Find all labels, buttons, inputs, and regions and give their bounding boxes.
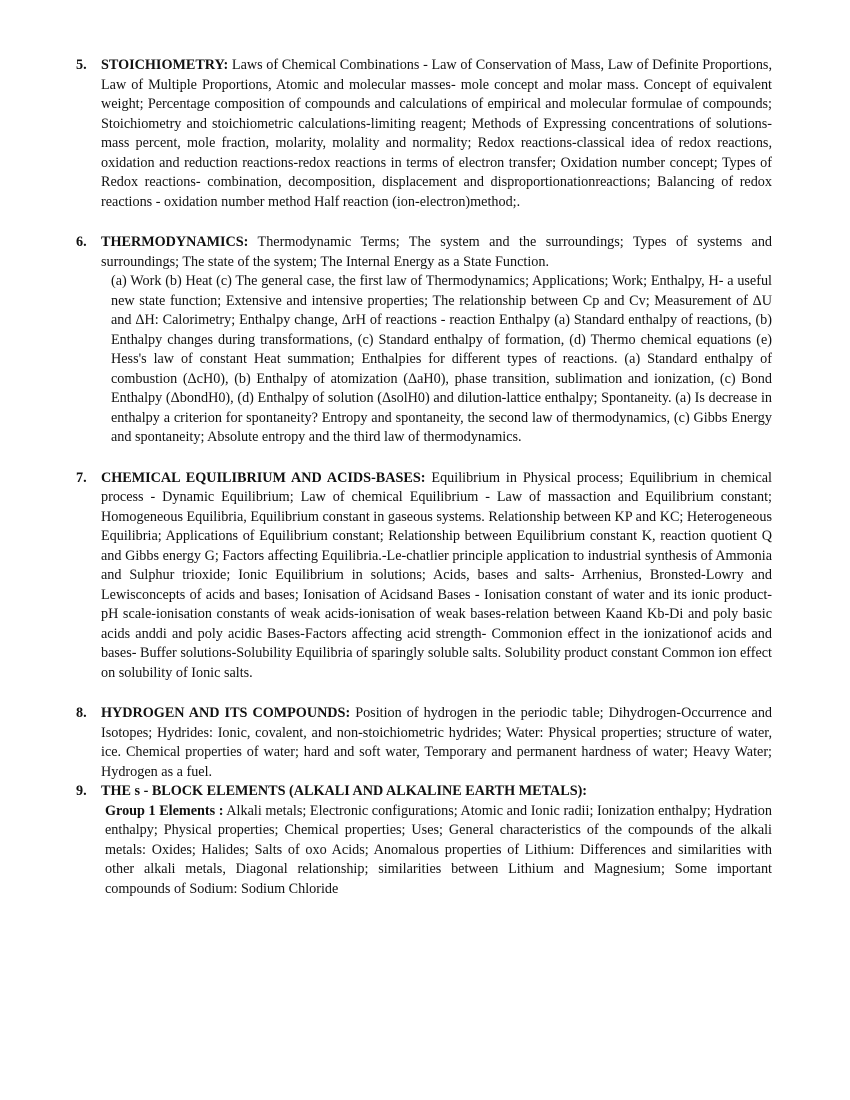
syllabus-page bbox=[76, 56, 772, 899]
section-stoichiometry bbox=[76, 56, 772, 212]
section-text: Position of hydrogen in the periodic table; Dihydrogen-Occurrence and Isotopes; Hydrides: Ionic, covalent, and non-stoichiometric hydrides; Water: Physical properties; structure of water, ice. Chemical properties of water; hard and soft water, Temporary and permanent hardness of water; Heavy Water; Hydrogen as a fuel. bbox=[101, 705, 773, 780]
group-heading: Group 1 Elements : bbox=[105, 802, 224, 819]
section-text: Laws of Chemical Combinations - Law of Conservation of Mass, Law of Definite Proportions, Law of Multiple Proportions, Atomic and molecular masses- mole concept and molar mass. Concept of equivalent weight; Percentage composition of compounds and calculations of empirical and molecular formulae of compounds; Stoichiometry and stoichiometric calculations-limiting reagent; Methods of Expressing concentrations of solutions- mass percent, mole fraction, molarity, molality and normality; Redox reactions-classical idea of redox reactions, oxidation and reduction reactions-redox reactions in terms of electron transfer; Oxidation number concept; Types of Redox reactions- combination, decomposition, displacement and disproportionationreactions; Balancing of redox reactions - oxidation number method Half reaction (ion-electron)method;. bbox=[101, 57, 773, 210]
section-heading: STOICHIOMETRY: bbox=[101, 57, 229, 73]
section-heading: CHEMICAL EQUILIBRIUM AND ACIDS-BASES: bbox=[101, 469, 426, 486]
section-s-block bbox=[76, 782, 772, 899]
section-subtext: (a) Work (b) Heat (c) The general case, the first law of Thermodynamics; Applications; Work; Enthalpy, H- a useful new state function; Extensive and intensive properties; The relationship between Cp and Cv; Measurement of ΔU and ΔH: Calorimetry; Enthalpy change, ΔrH of reactions - reaction Enthalpy (a) Standard enthalpy of reactions, (b) Enthalpy changes during transformations, (c) Standard enthalpy of formation, (d) Thermo chemical equations (e) Hess's law of constant Heat summation; Enthalpies for different types of reactions. (a) Standard enthalpy of combustion (ΔcH0), (b) Enthalpy of atomization (ΔaH0), phase transition, sublimation and ionization, (c) Bond Enthalpy (ΔbondH0), (d) Enthalpy of solution (ΔsolH0) and dilution-lattice enthalpy; Spontaneity. (a) Is decrease in enthalpy a criterion for spontaneity? Entropy and spontaneity, the second law of thermodynamics, (c) Gibbs Energy and spontaneity; Absolute entropy and the third law of thermodynamics. bbox=[111, 273, 772, 445]
section-thermodynamics bbox=[76, 233, 772, 448]
section-number: 8. bbox=[76, 705, 87, 721]
section-heading: THERMODYNAMICS: bbox=[101, 234, 249, 250]
section-number: 9. bbox=[76, 783, 87, 799]
section-number: 7. bbox=[76, 469, 87, 486]
section-heading: THE s - BLOCK ELEMENTS (ALKALI AND ALKALINE EARTH METALS): bbox=[101, 783, 588, 799]
section-number: 5. bbox=[76, 57, 87, 73]
section-hydrogen bbox=[76, 704, 772, 782]
section-subtext bbox=[101, 802, 772, 900]
section-chemical-equilibrium bbox=[76, 469, 772, 684]
section-number: 6. bbox=[76, 234, 87, 250]
section-heading: HYDROGEN AND ITS COMPOUNDS: bbox=[101, 705, 351, 721]
section-text: Thermodynamic Terms; The system and the surroundings; Types of systems and surroundings; The state of the system; The Internal Energy as a State Function. bbox=[101, 234, 773, 270]
section-text: Equilibrium in Physical process; Equilibrium in chemical process - Dynamic Equilibrium; Law of chemical Equilibrium - Law of massaction and Equilibrium constant; Homogeneous Equilibria, Equilibrium constant in gaseous systems. Relationship between KP and KC; Heterogeneous Equilibria; Applications of Equilibrium constant; Relationship between Equilibrium constant K, reaction quotient Q and Gibbs energy G; Factors affecting Equilibria.-Le-chatlier principle application to industrial synthesis of Ammonia and Sulphur trioxide; Ionic Equilibrium in solutions; Acids, bases and salts- Arrhenius, Bronsted-Lowry and Lewisconcepts of acids and bases; Ionisation of Acidsand Bases - Ionisation constant of water and its ionic product- pH scale-ionisation constants of weak acids-ionisation of weak bases-relation between Kaand Kb-Di and poly basic acids anddi and poly acidic Bases-Factors affecting acid strength- Commonion effect in the ionizationof acids and bases- Buffer solutions-Solubility Equilibria of sparingly soluble salts. Solubility product constant Common ion effect on solubility of Ionic salts. bbox=[101, 469, 772, 681]
group-text: Alkali metals; Electronic configurations; Atomic and Ionic radii; Ionization enthalpy; Hydration enthalpy; Physical properties; Chemical properties; Uses; General characteristics of the compounds of the alkali metals: Oxides; Halides; Salts of oxo Acids; Anomalous properties of Lithium: Differences and similarities with other alkali metals, Diagonal relationship; similarities between Lithium and Magnesium; Some important compounds of Sodium: Sodium Chloride bbox=[105, 802, 772, 897]
